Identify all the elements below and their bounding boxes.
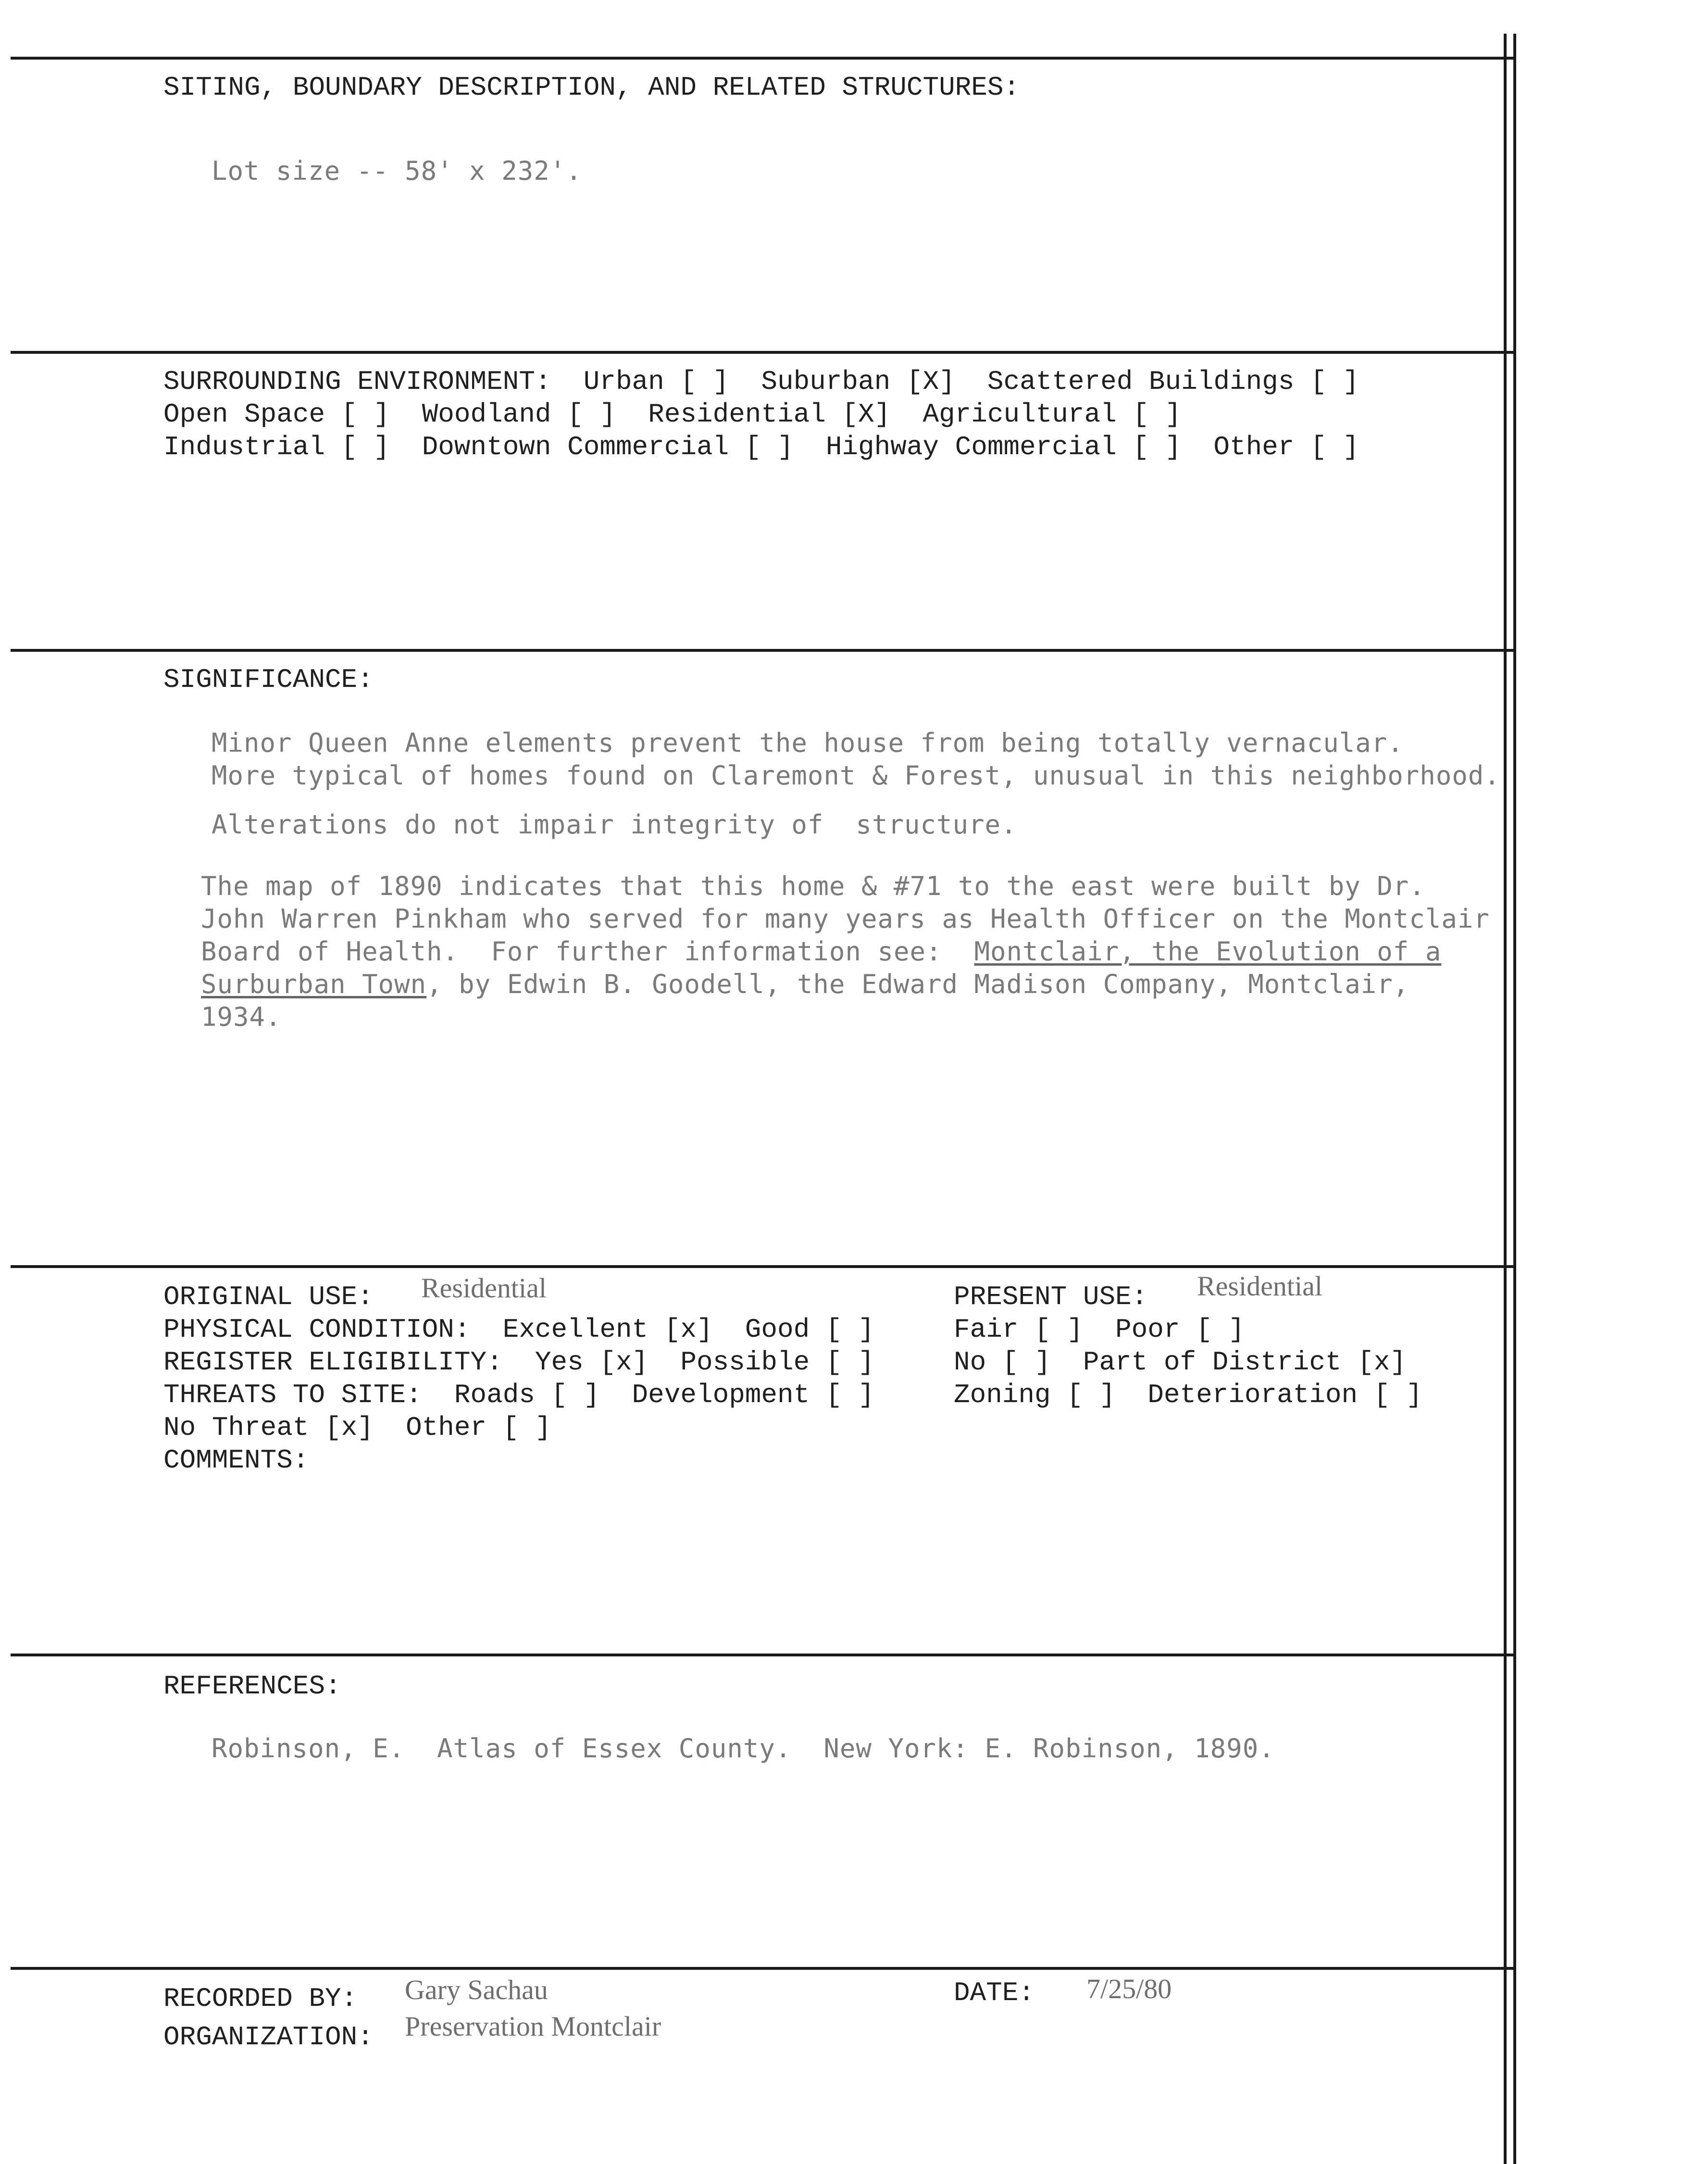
para3-line3-text: Board of Health. For further information see: (201, 936, 974, 967)
significance-para1-line1: Minor Queen Anne elements prevent the house from being totally vernacular. (212, 728, 1404, 758)
significance-para3-line4 (201, 968, 1409, 1001)
comments-label: COMMENTS: (163, 1445, 309, 1476)
divider-use (11, 1265, 1513, 1268)
threats-left: THREATS TO SITE: Roads [ ] Development [ ] (163, 1380, 874, 1410)
para3-line4-text: , by Edwin B. Goodell, the Edward Madison Company, Montclair, (426, 969, 1409, 999)
divider-recorded (11, 1967, 1513, 1970)
divider-significance (11, 649, 1513, 652)
register-eligibility-right: No [ ] Part of District [x] (954, 1347, 1406, 1378)
significance-para1-line2: More typical of homes found on Claremont & Forest, unusual in this neighborhood. (212, 760, 1500, 791)
threats-right: Zoning [ ] Deterioration [ ] (954, 1380, 1422, 1410)
present-use-label: PRESENT USE: (954, 1281, 1148, 1312)
divider-references (11, 1654, 1513, 1656)
significance-para3-line3 (201, 935, 1441, 968)
recorded-by-label: RECORDED BY: (163, 1983, 358, 2014)
date-value: 7/25/80 (1086, 1973, 1172, 2004)
lot-size-text: Lot size -- 58' x 232'. (212, 156, 582, 186)
significance-heading: SIGNIFICANCE: (163, 664, 374, 695)
original-use-value: Residential (421, 1272, 547, 1304)
significance-para3-line5: 1934. (201, 1002, 282, 1032)
environment-line-2: Open Space [ ] Woodland [ ] Residential [X] Agricultural [ ] (163, 399, 1182, 430)
book-title-part-1: Montclair, the Evolution of a (974, 936, 1442, 967)
right-border-line-outer (1513, 34, 1516, 2164)
organization-label: ORGANIZATION: (163, 2022, 374, 2052)
present-use-value: Residential (1197, 1270, 1322, 1302)
organization-value: Preservation Montclair (405, 2011, 661, 2042)
references-text: Robinson, E. Atlas of Essex County. New York: E. Robinson, 1890. (212, 1733, 1275, 1764)
divider-environment (11, 351, 1513, 354)
original-use-label: ORIGINAL USE: (163, 1281, 374, 1312)
references-heading: REFERENCES: (163, 1671, 341, 1702)
register-eligibility-left: REGISTER ELIGIBILITY: Yes [x] Possible [ ] (163, 1347, 874, 1378)
physical-condition-left: PHYSICAL CONDITION: Excellent [x] Good [ ] (163, 1314, 874, 1345)
environment-line-1: SURROUNDING ENVIRONMENT: Urban [ ] Suburban [X] Scattered Buildings [ ] (163, 366, 1359, 397)
book-title-part-2: Surburban Town (201, 969, 427, 999)
recorded-by-value: Gary Sachau (405, 1974, 548, 2005)
siting-heading: SITING, BOUNDARY DESCRIPTION, AND RELATED STRUCTURES: (163, 72, 1020, 103)
environment-line-3: Industrial [ ] Downtown Commercial [ ] Highway Commercial [ ] Other [ ] (163, 432, 1359, 462)
date-label: DATE: (954, 1977, 1035, 2008)
significance-para3-line1: The map of 1890 indicates that this home & #71 to the east were built by Dr. (201, 871, 1425, 901)
significance-para3-line2: John Warren Pinkham who served for many years as Health Officer on the Montclair (201, 904, 1490, 934)
threats-line-2: No Threat [x] Other [ ] (163, 1412, 551, 1443)
physical-condition-right: Fair [ ] Poor [ ] (954, 1314, 1245, 1345)
divider-top (11, 57, 1513, 60)
significance-para2: Alterations do not impair integrity of structure. (212, 809, 1017, 840)
